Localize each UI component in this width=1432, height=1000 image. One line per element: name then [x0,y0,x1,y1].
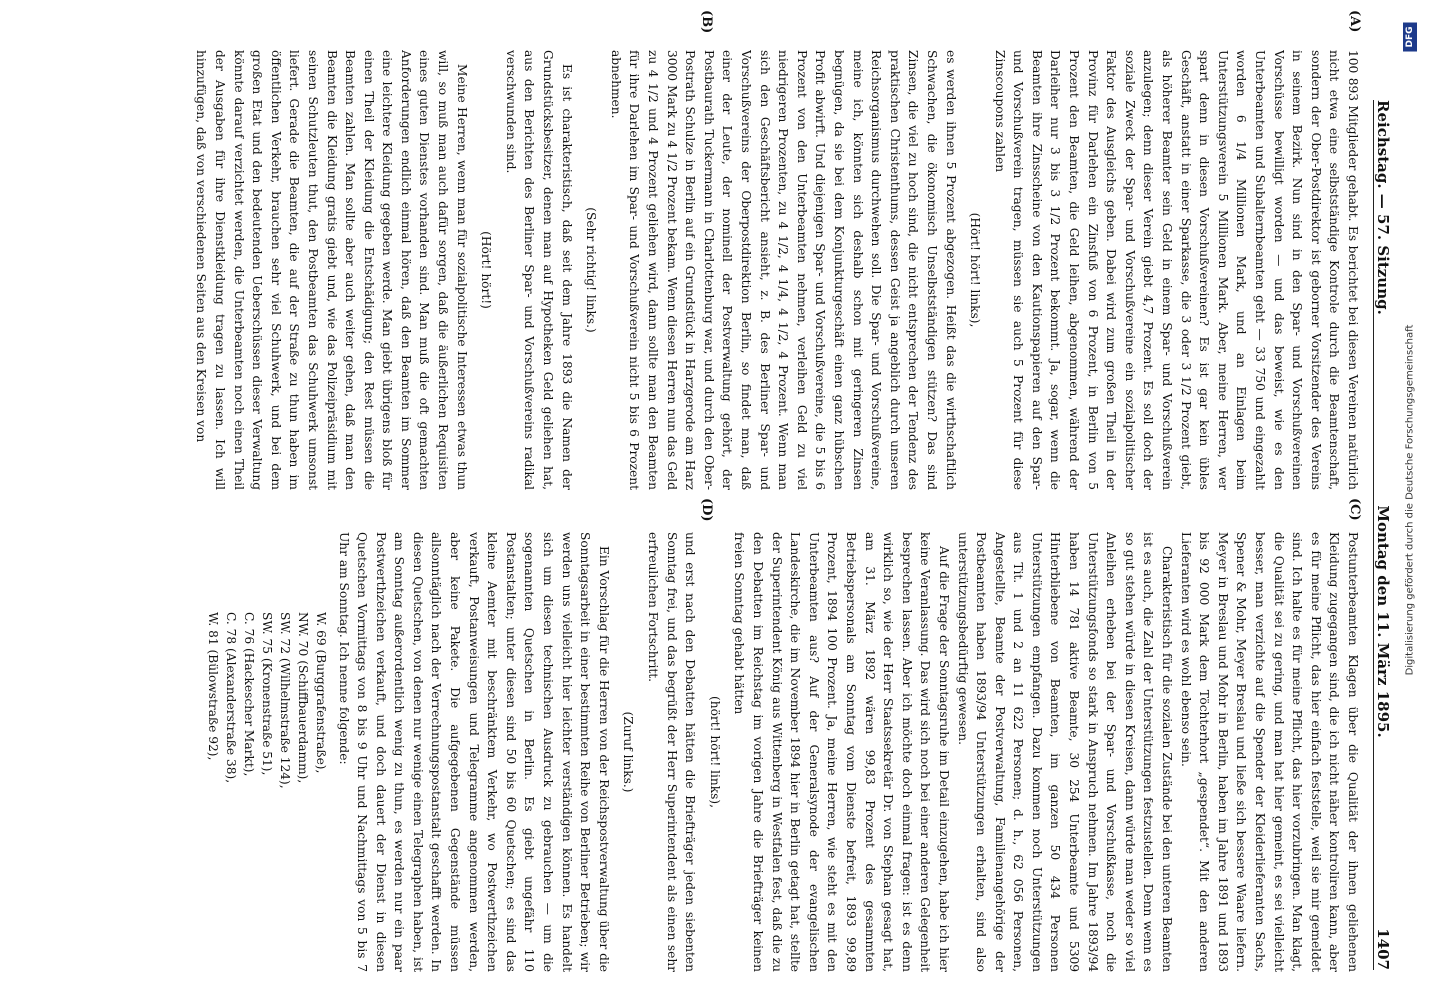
list-item: SW. 72 (Wilhelmstraße 124), [277,612,292,789]
margin-letter-d: (D) [699,498,714,522]
paragraph: 100 893 Mitglieder gehabt. Es berichtet bei diesen Vereinen natürlich nicht etwa eine selbstständige Kontrole durch die Beamtenschaft, sondern der Ober-Postdirektor ist geborner Vorsitzender des Vereins in seinem Bezirk. Nun sind in den Spar- und Vorschußvereinen Vorschüsse bewilligt worden — und das beweist, wie es den Unterbeamten und Subalternbeamten geht — 33 750 und eingezahlt worden 6 1/4 Millionen Mark, und an Einlagen beim Unterstützungsverein 5 Millionen Mark. Aber, meine Herren, wer spart denn in diesen Vorschußvereinen? Es ist gar kein übles Geschäft, anstatt in einer Sparkasse, die 3 oder 3 1/2 Prozent giebt, als höherer Beamter sein Geld in einem Spar- und Vorschußverein anzulegen; denn dieser Verein giebt 4,7 Prozent. Es soll doch der soziale Zweck der Spar- und Vorschußvereine ein sozialpolitischer Faktor des Ausgleichs geben. Dabei wird zum großen Theil in der Provinz für Darlehen ein Zinsfuß von 6 Prozent, in Berlin von 5 Prozent den Beamten, die Geld leihen, abgenommen, während der Darleiher nur 3 bis 3 1/2 Prozent bekommt. Ja, sogar, wenn die Beamten ihre Zinsscheine von den Kautionspapieren auf den Spar- und Vorschußverein tragen, müssen sie auch 5 Prozent für diese Zinscoupons zahlen [992,50,1360,490]
paragraph: Meine Herren, wenn man für sozialpolitische Interessen etwas thun will, so muß man auch dafür sorgen, daß die äußerlichen Requisiten eines guten Dienstes vorhanden sind. Man muß die oft gemachten Anforderungen endlich einmal hören, daß den Beamten im Sommer eine leichtere Kleidung gegeben werde. Man giebt übrigens bloß für einen Theil der Kleidung die Entschädigung; den Rest müssen die Beamten zahlen. Man sollte aber auch weiter gehen, daß man den Beamten die Kleidung gratis giebt und, wie das Polizeipräsidium mit seinen Schutzleuten thut, den Postbeamten das Schuhwerk umsonst liefert. Gerade die Beamten, die auf der Straße zu thun haben im öffentlichen Verkehr, brauchen sehr viel Schuhwerk, und bei dem großen Etat und den bedeutenden Ueberschüssen dieser Verwaltung könnte darauf verzichtet werden, die Unterbeamten noch einen Theil der Ausgaben für ihre Dienstkleidung tragen zu lassen. Ich will hinzufügen, daß von verschiedenen Seiten aus den Kreisen von [194,50,469,490]
paragraph: Auf die Frage der Sonntagsruhe im Detail einzugehen, habe ich hier keine Veranlassung. Das wird sich noch bei einer anderen Gelegenheit besprechen lassen. Aber ich möchte doch einmal fragen: ist es denn wirklich so, wie der Herr Staatssekretär Dr. von Stephan gesagt hat, am 31. März 1892 wären 99,83 Prozent des gesammten Betriebspersonals am Sonntag vom Dienste befreit, 1893 99,89 Prozent, 1894 100 Prozent. Ja, meine Herren, wie steht es mit den Unterbeamten aus? Auf der Generalsynode der evangelischen Landeskirche, die im November 1894 hier in Berlin getagt hat, stellte der Superintendent König aus Wittenberg in Westfalen fest, daß die zu den Debatten im Reichstag im vorigen Jahre die Briefträger keinen freien Sonntag gehabt hätten [732,532,951,972]
paragraph: Charakteristisch für die sozialen Zustände bei den unteren Beamten ist es auch, die Zahl der Unterstützungen festzustellen. Denn wenn es so gut stehen würde in diesen Kreisen, dann würde man weder so viel Anleihen erheben bei der Spar- und Vorschußkasse, noch die Unterstützungsfonds so stark in Anspruch nehmen. Im Jahre 1893/94 haben 14 781 aktive Beamte, 30 254 Unterbeamte und 5309 Hinterbliebene von Beamten, im ganzen 50 434 Personen Unterstützungen empfangen. Dazu kommen noch Unterstützungen aus Tit. 1 und 2 an 11 622 Personen; d. h., 62 056 Personen, Angestellte, Beamte der Postverwaltung, Familienangehörige der Postbeamten haben 1893/94 Unterstützungen erhalten, sind also unterstützungsbedürftig gewesen. [955,532,1175,972]
margin-letter-b: (B) [699,10,714,34]
left-column [52,50,1362,490]
list-item: C. 76 (Hackescher Markt), [241,612,256,777]
list-item: SW. 75 (Kronenstraße 51), [259,612,274,776]
interjection: (Hört! hört!) [479,231,494,309]
header-left: Reichstag. — 57. Sitzung. [1374,100,1392,315]
interjection: (Sehr richtig! links.) [584,207,599,333]
list-item: W. 81 (Bülowstraße 92), [205,612,220,761]
dfg-logo: DFG [1403,22,1417,51]
funding-note-text: Digitalisierung gefördert durch die Deutsche Forschungsgemeinschaft [1404,324,1416,676]
interjection: (hört! hört! links), [707,695,722,809]
interjection: (Hört! hört! links), [968,212,983,328]
paragraph: Postunterbeamten Klagen über die Qualität der ihnen geliehenen Kleidung zugegangen sind, die ich nicht näher kontroliren kann, aber es für meine Pflicht, das hier einfach feststelle, weil sie mir gemeldet sind. Ich halte es für meine Pflicht, das hier vorzubringen. Man klagt, die Qualität sei zu gering, und man hat hier gemeint, es sei vielleicht besser, man verzichte auf die Spender der Kleiderlieferanten Sachs, Spener & Mohr, Meyer Breslau und ließe sich bessere Waare liefern. Meyer in Breslau und Mohr in Berlin, haben im Jahre 1891 und 1893 bis 92 000 Mark dem Töchterhort „gespendet“. Mit den anderen Lieferanten wird es wohl ebenso sein. [1178,532,1360,972]
margin-letter-c: (C) [1347,498,1362,521]
list-item: NW. 70 (Schiffbauerdamm), [295,612,310,784]
header-center: Montag den 11. März 1895. [1374,505,1392,738]
margin-letter-a: (A) [1347,10,1362,33]
paragraph: Es ist charakteristisch, daß seit dem Jahre 1893 die Namen der Grundstücksbesitzer, denen man auf Hypotheken Geld geliehen hat, aus den Berichten des Berliner Spar- und Vorschußvereins radikal verschwunden sind. [503,50,574,490]
paragraph: es werden ihnen 5 Prozent abgezogen. Heißt das die wirthschaftlich Schwachen, die ökonomisch Unselbstständigen stützen? Das sind Zinsen, die viel zu hoch sind, die nicht entsprechen der Tendenz des praktischen Christenthums, dessen Geist ja angeblich durch unseren Reichsorganismus durchwehen soll. Die Spar- und Vorschußvereine, meine ich, könnten sich deshalb schon mit geringeren Zinsen begnügen, da sie bei dem Konjunkturgeschäft einen ganz hübschen Profit abwirft. Und diejenigen Spar- und Vorschußvereine, die 5 bis 6 Prozent von den Unterbeamten nehmen, verleihen Geld zu viel niedrigeren Prozenten, zu 4 1/2, 4 1/4, 4 1/2, 4 Prozent. Wenn man sich den Geschäftsbericht ansieht, z. B. des Berliner Spar- und Vorschußvereins der Oberpostdirektion Berlin, so findet man, daß einer der Leute, der nominell der Postverwaltung gehört, der Postbaurath Tuckermann in Charlottenburg war, und durch den Ober-Postrath Schulze in Berlin auf ein Grundstück in Harzgerode am Harz 3000 Mark zu 4 1/2 Prozent bekam. Wenn diesen Herren nun das Geld zu 4 1/2 und 4 Prozent geliehen wird, dann sollte man den Beamten für ihre Darlehen im Spar- und Vorschußverein nicht 5 bis 6 Prozent abnehmen. [608,50,958,490]
paragraph: und erst nach den Debatten hätten die Briefträger jeden siebenten Sonntag frei, und das begrüßt der Herr Superintendent als einen sehr erfreulichen Fortschritt. [646,532,698,972]
street-list [204,612,330,972]
page-header [1373,100,1414,970]
interjection: (Zuruf links.) [621,711,636,793]
list-item: W. 69 (Burggrafenstraße), [313,612,328,774]
page-number: 1407 [1374,928,1392,970]
right-column [52,532,1362,972]
list-item: C. 78 (Alexanderstraße 38), [223,612,238,784]
paragraph: Ein Vorschlag für die Herren von der Reichspostverwaltung über die Sonntagsarbeit in einer bestimmten Reihe von Berliner Betrieben; wir werden uns vielleicht hier leichter verständigen können. Es handelt sich um diesen technischen Ausdruck zu gebrauchen — um die sogenannten Quetschen in Berlin. Es giebt ungefähr 110 Postanstalten; unter diesen sind 50 bis 60 Quetschen; es sind das kleine Aemter mit beschränktem Verkehr, wo Postwerthzeichen verkauft, Postanweisungen und Telegramme angenommen werden, aber keine Pakete. Die aufgegebenen Gegenstände müssen allsonntäglich nach der Verrechnungspostanstalt geschafft werden. In diesen Quetschen, von denen nur wenige einen Telegraphen haben, ist am Sonntag außerordentlich wenig zu thun, es werden nur ein paar Postwerthzeichen verkauft, und doch dauert der Dienst in diesen Quetschen Vormittags von 8 bis 9 Uhr und Nachmittags von 5 bis 7 Uhr am Sonntag. Ich nenne folgende: [336,532,611,972]
